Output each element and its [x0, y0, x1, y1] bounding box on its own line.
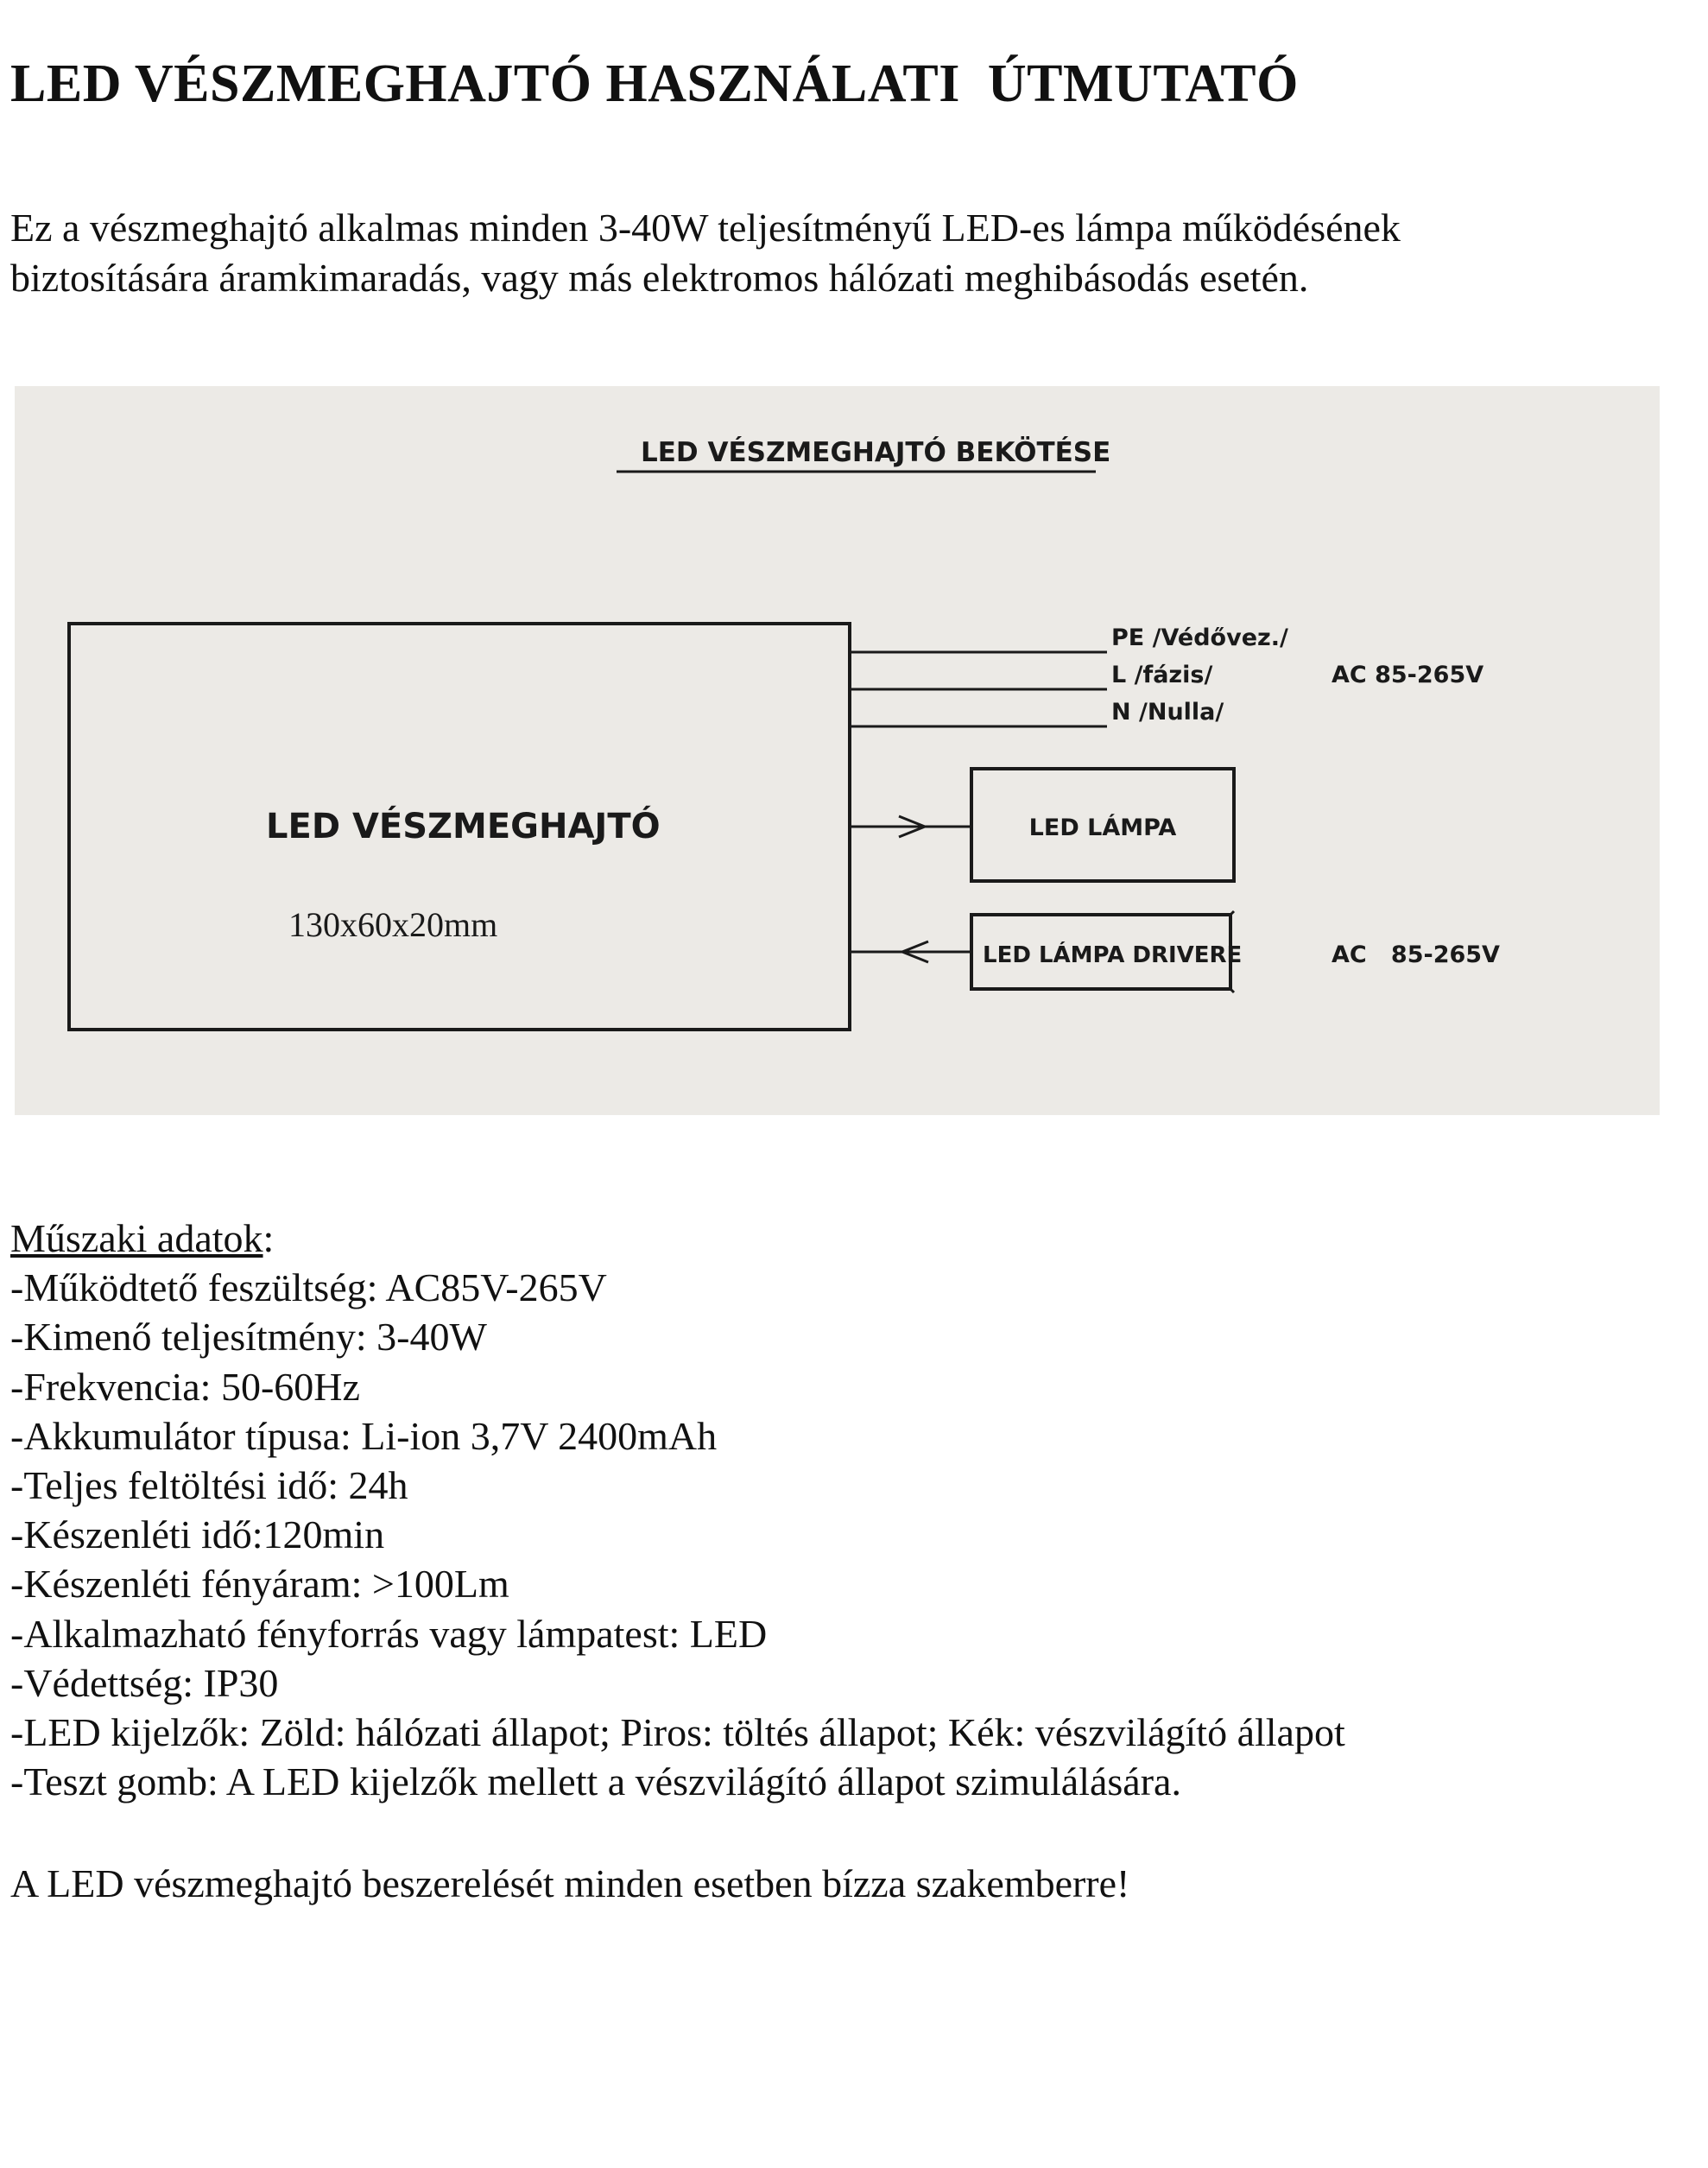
driver-dimensions: 130x60x20mm: [288, 905, 498, 944]
intro-line: Ez a vészmeghajtó alkalmas minden 3-40W teljesítményű LED-es lámpa működésének: [10, 206, 1401, 250]
intro-line: biztosítására áramkimaradás, vagy más elektromos hálózati meghibásodás esetén.: [10, 256, 1309, 300]
document-title: LED VÉSZMEGHAJTÓ HASZNÁLATI ÚTMUTATÓ: [10, 54, 1299, 113]
spec-output-power: -Kimenő teljesítmény: 3-40W: [10, 1315, 487, 1360]
specs-list: [10, 1263, 1345, 1806]
spec-standby-time: -Készenléti idő:120min: [10, 1512, 385, 1557]
lamp-driver-box-label: LED LÁMPA DRIVERE: [983, 942, 1243, 968]
spec-frequency: -Frekvencia: 50-60Hz: [10, 1364, 360, 1409]
wire-n-label: N /Nulla/: [1111, 699, 1224, 726]
spec-light-source: -Alkalmazható fényforrás vagy lámpatest: LED: [10, 1611, 768, 1656]
lamp-driver-tick-top: [1230, 911, 1234, 915]
wiring-diagram-svg: [15, 386, 1660, 1115]
supply-voltage-label: AC 85-265V: [1332, 662, 1484, 688]
spec-protection: -Védettség: IP30: [10, 1660, 279, 1705]
technical-specs: [10, 1214, 1345, 1806]
intro-paragraph: [10, 203, 1651, 303]
spec-operating-voltage: -Működtető feszültség: AC85V-265V: [10, 1265, 607, 1310]
lamp-box-label: LED LÁMPA: [1028, 815, 1177, 841]
spec-standby-lumen: -Készenléti fényáram: >100Lm: [10, 1562, 509, 1607]
spec-test-button: -Teszt gomb: A LED kijelzők mellett a vészvilágító állapot szimulálására.: [10, 1759, 1181, 1804]
spec-charge-time: -Teljes feltöltési idő: 24h: [10, 1463, 408, 1508]
specs-heading-colon: :: [263, 1216, 275, 1260]
spec-led-indicators: -LED kijelzők: Zöld: hálózati állapot; Piros: töltés állapot; Kék: vészvilágító állapot: [10, 1710, 1345, 1755]
wiring-diagram: [15, 386, 1660, 1115]
wire-l-label: L /fázis/: [1111, 662, 1213, 688]
lamp-driver-tick-bottom: [1230, 989, 1234, 992]
driver-supply-voltage-label: AC 85-265V: [1332, 941, 1500, 968]
wire-pe-label: PE /Védővez./: [1111, 624, 1288, 651]
spec-battery-type: -Akkumulátor típusa: Li-ion 3,7V 2400mAh: [10, 1413, 718, 1458]
closing-note: A LED vészmeghajtó beszerelését minden esetben bízza szakemberre!: [10, 1861, 1130, 1905]
specs-heading-line: [10, 1214, 1345, 1263]
specs-heading: Műszaki adatok: [10, 1216, 263, 1260]
diagram-title: LED VÉSZMEGHAJTÓ BEKÖTÉSE: [641, 437, 1111, 468]
driver-box-label: LED VÉSZMEGHAJTÓ: [266, 807, 661, 846]
